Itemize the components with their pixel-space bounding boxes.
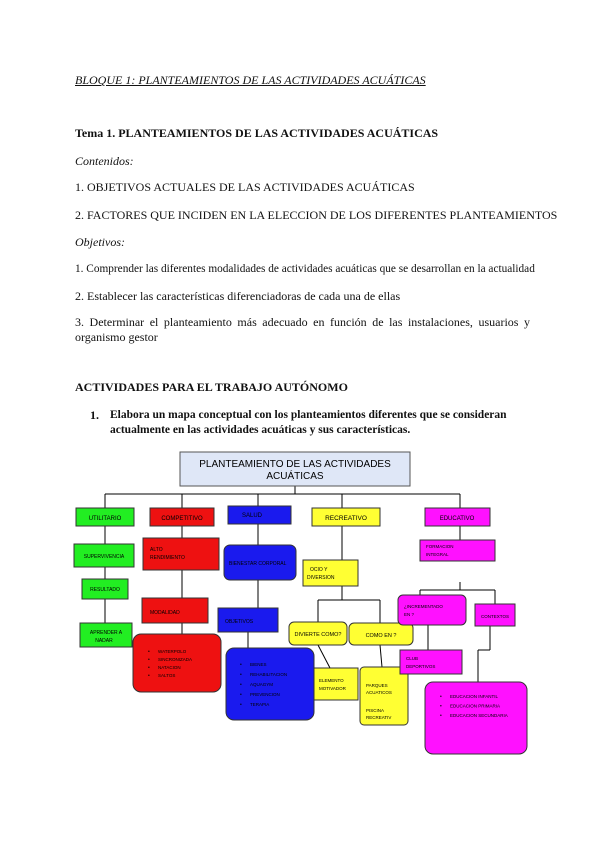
club-deportivos-label-1: CLUB	[406, 656, 419, 661]
formacion-integral-label-2: INTEGRAL	[426, 552, 449, 557]
topic-title: Tema 1. PLANTEAMIENTOS DE LAS ACTIVIDADES ACUÁTICAS	[75, 126, 439, 140]
ocio-diversion-node	[303, 560, 358, 586]
concept-map	[0, 440, 600, 770]
task-text: Elabora un mapa conceptual con los planteamientos diferentes que se consideran actualmente en las actividades acuáticas y sus características.	[110, 409, 507, 436]
salud-list-item: PREVENCION	[250, 692, 280, 697]
ocio-diversion-label-2: DIVERSION	[307, 575, 335, 581]
alto-rendimiento-node	[143, 538, 219, 570]
supervivencia-label: SUPERVIVENCIA	[83, 554, 125, 560]
educativo-list-item: EDUCACION SECUNDARIA	[450, 713, 508, 718]
competitivo-list-bullet: •	[148, 673, 150, 679]
educativo-list-bullet: •	[440, 713, 442, 719]
club-deportivos-label-2: DEPORTIVOS	[406, 664, 436, 669]
bienestar-corporal-label: BIENESTAR CORPORAL	[229, 561, 287, 567]
task-number: 1.	[90, 408, 99, 422]
competitivo-list-item: SALTOS	[158, 673, 176, 678]
resultado-label: RESULTADO	[90, 587, 120, 593]
competitivo-list-node	[133, 634, 221, 692]
educativo-list-item: EDUCACION PRIMARIA	[450, 703, 501, 709]
competitivo-list-item: NATACION	[158, 665, 181, 670]
educativo-list-item: EDUCACION INFANTIL	[450, 694, 499, 699]
elemento-motivador-node	[314, 668, 358, 700]
como-en-label: COMO EN ?	[365, 633, 397, 639]
competitivo-list-bullet: •	[148, 649, 150, 655]
recreativo-label: RECREATIVO	[325, 515, 367, 522]
modalidad-label: MODALIDAD	[150, 610, 180, 616]
club-deportivos-node	[400, 650, 462, 674]
educativo-list-bullet: •	[440, 703, 442, 710]
competitivo-list-bullet: •	[148, 657, 150, 663]
incrementado-label-1: ¿INCREMENTADO	[404, 604, 443, 609]
activities-title: ACTIVIDADES PARA EL TRABAJO AUTÓNOMO	[75, 380, 348, 394]
aprender-a-nadar-label-2: NADAR	[95, 638, 113, 644]
objetivos-label: OBJETIVOS	[225, 619, 254, 625]
salud-list-bullet: •	[240, 672, 242, 678]
piscina-recreativas-label-1: PISCINA	[366, 708, 385, 713]
competitivo-label: COMPETITIVO	[161, 516, 203, 522]
piscina-recreativas-label-2: RECREATIV	[366, 715, 392, 720]
contents-item-2: 2. FACTORES QUE INCIDEN EN LA ELECCION DE LOS DIFERENTES PLANTEAMIENTOS	[75, 208, 558, 222]
salud-list-item: TERAPIA	[250, 702, 270, 707]
elemento-motivador-label-2: MOTIVADOR	[319, 686, 346, 691]
root-label-line1: PLANTEAMIENTO DE LAS ACTIVIDADES	[199, 459, 391, 470]
contextos-label: CONTEXTOS	[481, 614, 509, 619]
elemento-motivador-label-1: ELEMENTO	[319, 678, 344, 683]
parques-acuaticos-label-1: PARQUES	[366, 683, 388, 688]
competitivo-list-item: SINCRONIZADA	[158, 657, 193, 662]
salud-label: SALUD	[242, 513, 263, 519]
objectives-label: Objetivos:	[75, 235, 125, 249]
objective-item-2: 2. Establecer las características diferenciadoras de cada una de ellas	[75, 289, 401, 303]
salud-list-bullet: •	[240, 702, 242, 708]
salud-list-bullet: •	[240, 682, 242, 688]
ocio-diversion-label-1: OCIO Y	[310, 567, 328, 573]
competitivo-list-bullet: •	[148, 665, 150, 671]
educativo-label: EDUCATIVO	[439, 516, 475, 522]
competitivo-list-item: WATERPOLO	[158, 649, 187, 654]
contents-item-1: 1. OBJETIVOS ACTUALES DE LAS ACTIVIDADES ACUÁTICAS	[75, 180, 415, 194]
contents-label: Contenidos:	[75, 154, 134, 168]
educativo-list-bullet: •	[440, 694, 442, 700]
salud-list-bullet: •	[240, 662, 242, 668]
incrementado-label-2: EN ?	[404, 612, 415, 617]
root-label-line2: ACUÁTICAS	[266, 471, 324, 482]
salud-list-item: BIENES	[250, 662, 267, 667]
parques-acuaticos-label-2: ACUATICOS	[366, 690, 392, 695]
utilitario-label: UTILITARIO	[88, 516, 122, 522]
objective-item-1: 1. Comprender las diferentes modalidades de actividades acuáticas que se desarrollan en la actualidad	[75, 263, 535, 275]
formacion-integral-label-1: FORMACION	[426, 544, 454, 549]
alto-rendimiento-label-1: ALTO	[150, 547, 163, 553]
salud-list-bullet: •	[240, 692, 242, 698]
incrementado-node	[398, 595, 466, 625]
aprender-a-nadar-label-1: APRENDER A	[89, 630, 123, 636]
alto-rendimiento-label-2: RENDIMIENTO	[150, 555, 185, 561]
objective-item-3: 3. Determinar el planteamiento más adecuado en función de las instalaciones, usuarios y organismo gestor	[75, 315, 530, 344]
divierte-como-label: DIVIERTE COMO?	[294, 632, 342, 638]
educativo-list	[440, 694, 508, 719]
salud-list-item: AQUAGYM	[250, 682, 274, 687]
block-title: BLOQUE 1: PLANTEAMIENTOS DE LAS ACTIVIDADES ACUÁTICAS	[75, 73, 426, 87]
salud-list-item: REHABILITACION	[250, 672, 288, 677]
